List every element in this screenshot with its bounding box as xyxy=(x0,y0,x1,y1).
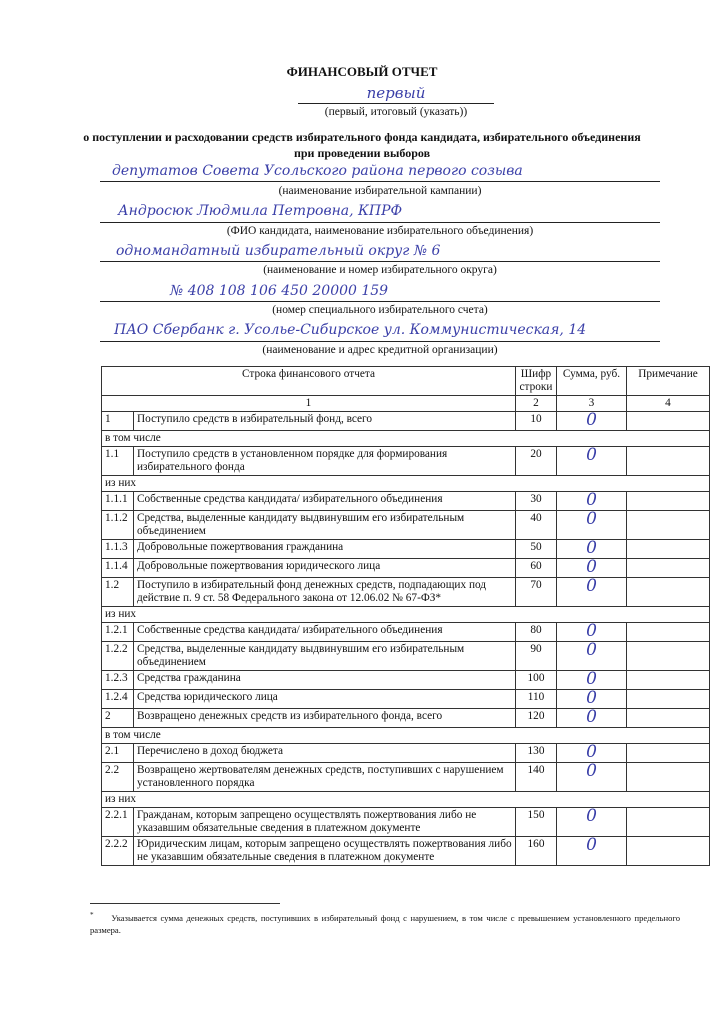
row-description: Средства гражданина xyxy=(134,671,516,690)
subtitle-line2: при проведении выборов xyxy=(293,146,431,160)
row-sum xyxy=(557,744,627,763)
row-sum xyxy=(557,447,627,476)
row-number: 1.2.2 xyxy=(102,642,134,671)
subtitle-line1: о поступлении и расходовании средств избирательного фонда кандидата, избирательного объединения xyxy=(83,130,641,144)
table-group-row xyxy=(102,476,710,492)
handwritten-sum: 0 xyxy=(586,707,597,727)
row-sum xyxy=(557,578,627,607)
row-code: 130 xyxy=(516,744,557,763)
row-sum xyxy=(557,492,627,511)
row-number: 1.2 xyxy=(102,578,134,607)
row-note xyxy=(627,511,710,540)
table-row xyxy=(102,492,710,511)
row-sum xyxy=(557,642,627,671)
table-group-row xyxy=(102,431,710,447)
handwritten-sum: 0 xyxy=(586,410,597,430)
row-sum xyxy=(557,540,627,559)
row-code: 30 xyxy=(516,492,557,511)
row-description: Средства юридического лица xyxy=(134,690,516,709)
handwritten-sum: 0 xyxy=(586,509,597,529)
row-description: Возвращено жертвователям денежных средств, поступивших с нарушением установленного порядка xyxy=(134,763,516,792)
column-number: 4 xyxy=(627,396,710,412)
row-number: 2.2 xyxy=(102,763,134,792)
handwritten-sum: 0 xyxy=(586,576,597,596)
row-sum xyxy=(557,690,627,709)
footnote xyxy=(90,909,680,936)
handwritten-sum: 0 xyxy=(586,640,597,660)
row-description: Средства, выделенные кандидату выдвинувшим его избирательным объединением xyxy=(134,642,516,671)
table-group-row xyxy=(102,607,710,623)
handwritten-sum: 0 xyxy=(586,621,597,641)
handwritten-sum: 0 xyxy=(586,669,597,689)
row-number: 2.2.1 xyxy=(102,808,134,837)
district-value: одномандатный избирательный округ № 6 xyxy=(100,243,660,262)
handwritten-sum: 0 xyxy=(586,688,597,708)
table-row xyxy=(102,690,710,709)
campaign-name-value: депутатов Совета Усольского района первого созыва xyxy=(100,163,660,182)
table-row xyxy=(102,744,710,763)
row-note xyxy=(627,412,710,431)
table-row xyxy=(102,671,710,690)
handwritten-sum: 0 xyxy=(586,761,597,781)
group-label: из них xyxy=(102,476,710,492)
bank-caption: (наименование и адрес кредитной организации) xyxy=(262,344,498,356)
row-description: Перечислено в доход бюджета xyxy=(134,744,516,763)
row-number: 1.1.2 xyxy=(102,511,134,540)
row-number: 2.1 xyxy=(102,744,134,763)
row-note xyxy=(627,578,710,607)
row-number: 1.2.4 xyxy=(102,690,134,709)
table-row xyxy=(102,447,710,476)
table-row xyxy=(102,642,710,671)
row-number: 1.2.3 xyxy=(102,671,134,690)
handwritten-sum: 0 xyxy=(586,806,597,826)
report-kind-value: первый xyxy=(298,84,494,104)
row-code: 160 xyxy=(516,837,557,866)
row-note xyxy=(627,744,710,763)
row-code: 10 xyxy=(516,412,557,431)
row-sum xyxy=(557,837,627,866)
group-label: из них xyxy=(102,607,710,623)
row-code: 110 xyxy=(516,690,557,709)
column-number-row xyxy=(102,396,710,412)
row-note xyxy=(627,642,710,671)
row-note xyxy=(627,671,710,690)
row-note xyxy=(627,492,710,511)
row-number: 1.2.1 xyxy=(102,623,134,642)
table-row xyxy=(102,808,710,837)
handwritten-sum: 0 xyxy=(586,835,597,855)
row-description: Собственные средства кандидата/ избирательного объединения xyxy=(134,623,516,642)
report-kind-caption: (первый, итоговый (указать)) xyxy=(324,106,468,118)
row-note xyxy=(627,540,710,559)
handwritten-sum: 0 xyxy=(586,557,597,577)
row-number: 1.1 xyxy=(102,447,134,476)
column-number: 1 xyxy=(102,396,516,412)
row-note xyxy=(627,808,710,837)
row-note xyxy=(627,690,710,709)
row-sum xyxy=(557,763,627,792)
district-caption: (наименование и номер избирательного округа) xyxy=(263,264,497,276)
handwritten-sum: 0 xyxy=(586,490,597,510)
header-code: Шифр строки xyxy=(516,367,557,396)
row-description: Поступило в избирательный фонд денежных средств, подпадающих под действие п. 9 ст. 58 Федерального закона от 12.06.02 № 67-ФЗ* xyxy=(134,578,516,607)
row-sum xyxy=(557,623,627,642)
footnote-divider xyxy=(90,903,280,904)
row-code: 100 xyxy=(516,671,557,690)
row-code: 60 xyxy=(516,559,557,578)
row-number: 2 xyxy=(102,709,134,728)
group-label: в том числе xyxy=(102,728,710,744)
row-number: 1 xyxy=(102,412,134,431)
row-description: Добровольные пожертвования юридического лица xyxy=(134,559,516,578)
account-number-caption: (номер специального избирательного счета) xyxy=(272,304,488,316)
row-note xyxy=(627,559,710,578)
handwritten-sum: 0 xyxy=(586,742,597,762)
footnote-text: Указывается сумма денежных средств, поступивших в избирательный фонд с нарушением, в том числе с превышением установленного предельного размера. xyxy=(90,912,680,935)
row-description: Юридическим лицам, которым запрещено осуществлять пожертвования либо не указавшим обязательные сведения в платежном документе xyxy=(134,837,516,866)
row-code: 40 xyxy=(516,511,557,540)
row-code: 120 xyxy=(516,709,557,728)
row-description: Собственные средства кандидата/ избирательного объединения xyxy=(134,492,516,511)
row-description: Добровольные пожертвования гражданина xyxy=(134,540,516,559)
row-number: 1.1.3 xyxy=(102,540,134,559)
row-note xyxy=(627,709,710,728)
row-code: 80 xyxy=(516,623,557,642)
table-row xyxy=(102,709,710,728)
header-row-title: Строка финансового отчета xyxy=(102,367,516,396)
table-row xyxy=(102,559,710,578)
candidate-name-value: Андросюк Людмила Петровна, КПРФ xyxy=(100,203,660,223)
handwritten-sum: 0 xyxy=(586,445,597,465)
row-note xyxy=(627,763,710,792)
header-sum: Сумма, руб. xyxy=(557,367,627,396)
row-sum xyxy=(557,808,627,837)
group-label: в том числе xyxy=(102,431,710,447)
row-sum xyxy=(557,709,627,728)
row-sum xyxy=(557,412,627,431)
row-description: Средства, выделенные кандидату выдвинувшим его избирательным объединением xyxy=(134,511,516,540)
row-number: 2.2.2 xyxy=(102,837,134,866)
account-number-value: № 408 108 106 450 20000 159 xyxy=(100,283,660,302)
row-note xyxy=(627,447,710,476)
table-row xyxy=(102,763,710,792)
candidate-name-caption: (ФИО кандидата, наименование избирательного объединения) xyxy=(226,225,534,237)
table-header-row xyxy=(102,367,710,396)
table-row xyxy=(102,623,710,642)
row-code: 50 xyxy=(516,540,557,559)
row-sum xyxy=(557,511,627,540)
table-row xyxy=(102,511,710,540)
table-row xyxy=(102,578,710,607)
table-row xyxy=(102,540,710,559)
row-description: Поступило средств в установленном порядке для формирования избирательного фонда xyxy=(134,447,516,476)
footnote-mark: * xyxy=(90,911,94,919)
row-note xyxy=(627,837,710,866)
campaign-name-caption: (наименование избирательной кампании) xyxy=(278,185,482,197)
row-code: 140 xyxy=(516,763,557,792)
row-code: 150 xyxy=(516,808,557,837)
handwritten-sum: 0 xyxy=(586,538,597,558)
row-description: Гражданам, которым запрещено осуществлять пожертвования либо не указавшим обязательные сведения в платежном документе xyxy=(134,808,516,837)
group-label: из них xyxy=(102,792,710,808)
column-number: 3 xyxy=(557,396,627,412)
table-group-row xyxy=(102,792,710,808)
bank-value: ПАО Сбербанк г. Усолье-Сибирское ул. Коммунистическая, 14 xyxy=(100,322,660,342)
row-sum xyxy=(557,671,627,690)
row-description: Поступило средств в избирательный фонд, всего xyxy=(134,412,516,431)
table-row xyxy=(102,837,710,866)
row-description: Возвращено денежных средств из избирательного фонда, всего xyxy=(134,709,516,728)
row-sum xyxy=(557,559,627,578)
row-code: 20 xyxy=(516,447,557,476)
row-code: 90 xyxy=(516,642,557,671)
column-number: 2 xyxy=(516,396,557,412)
header-note: Примечание xyxy=(627,367,710,396)
document-title: ФИНАНСОВЫЙ ОТЧЕТ xyxy=(286,64,438,79)
row-number: 1.1.1 xyxy=(102,492,134,511)
table-row xyxy=(102,412,710,431)
table-group-row xyxy=(102,728,710,744)
row-code: 70 xyxy=(516,578,557,607)
row-note xyxy=(627,623,710,642)
row-number: 1.1.4 xyxy=(102,559,134,578)
financial-report-table xyxy=(101,366,710,866)
